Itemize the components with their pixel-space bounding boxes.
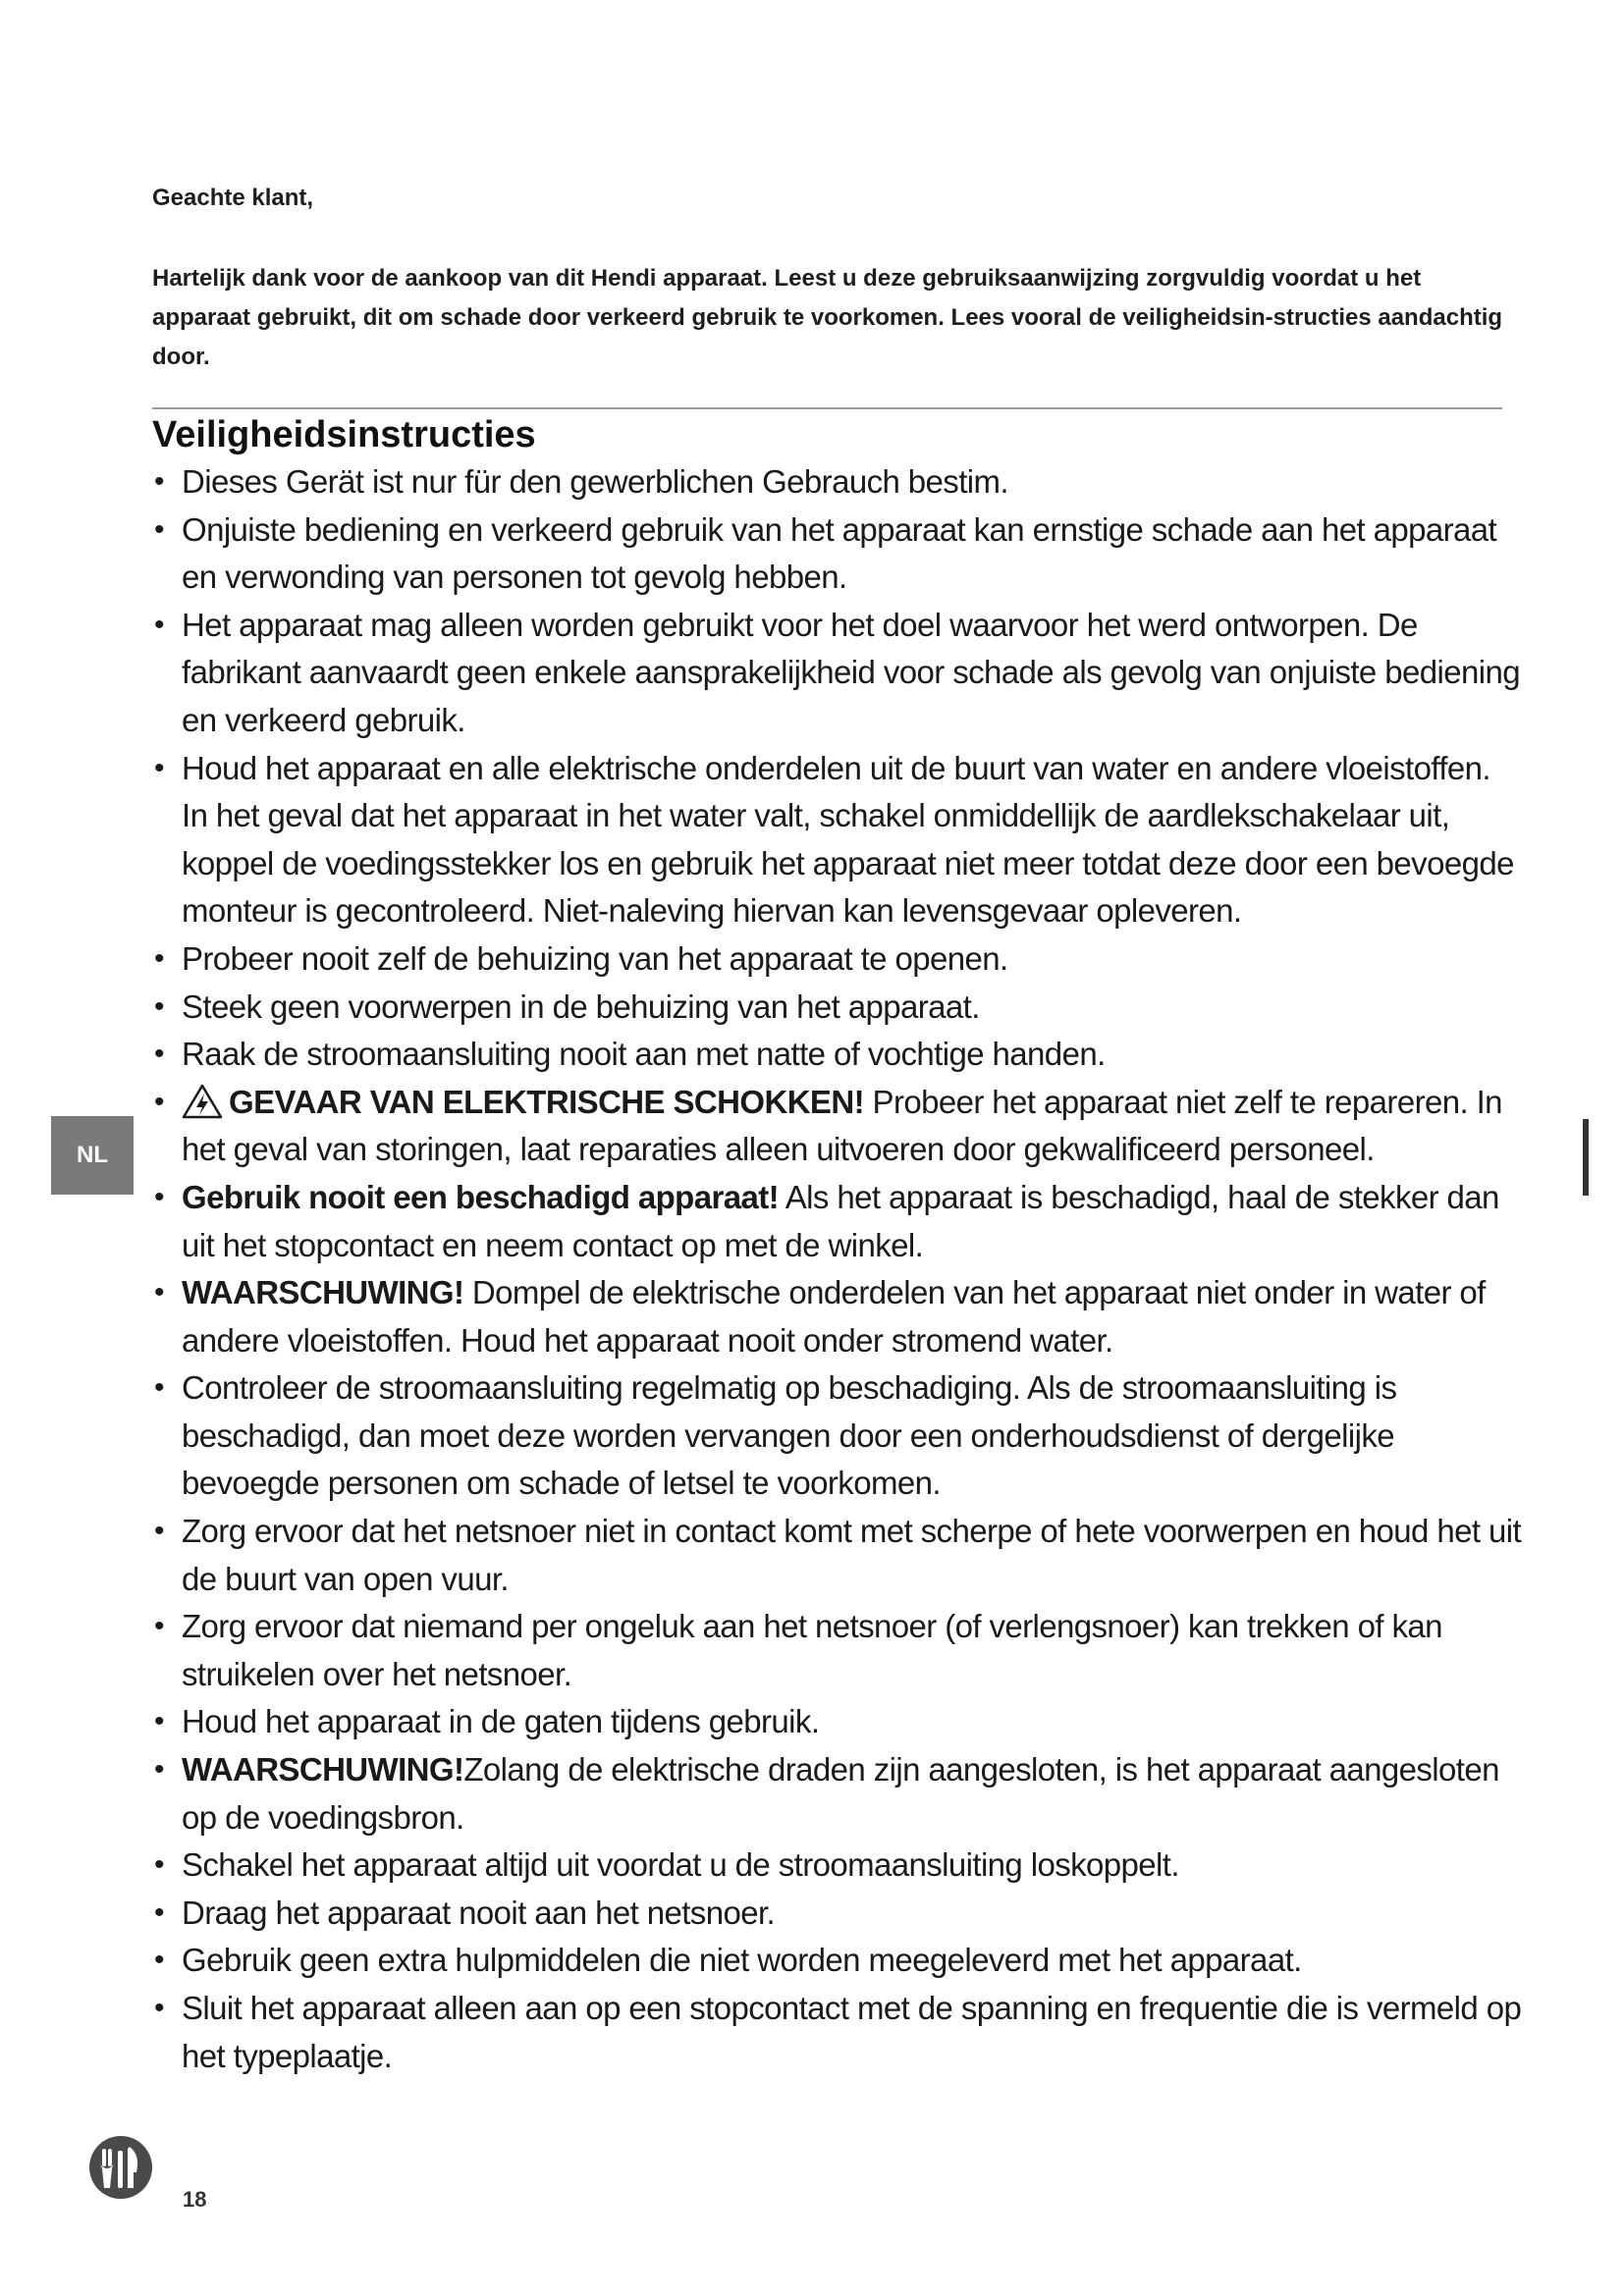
list-item-electric-warning [152, 1079, 1522, 1174]
list-item [152, 1174, 1522, 1269]
item-text: Dompel de elektrische onderdelen van het apparaat niet onder in water of andere vloeistoffen. Houd het apparaat nooit onder stromend water. [182, 1274, 1486, 1359]
list-item [152, 602, 1522, 745]
item-text: Als het apparaat is beschadigd, haal de stekker dan uit het stopcontact en neem contact op met de winkel. [182, 1178, 1499, 1263]
item-text: Controleer de stroomaansluiting regelmatig op beschadiging. Als de stroomaansluiting is beschadigd, dan moet deze worden vervangen door een onderhoudsdienst of dergelijke bevoegde personen om schade of letsel te voorkomen. [182, 1369, 1397, 1502]
greeting: Geachte klant, [152, 185, 314, 211]
bullet: • [154, 941, 164, 975]
list-item [152, 1842, 1522, 1890]
item-text: Zorg ervoor dat niemand per ongeluk aan het netsnoer (of verlengsnoer) kan trekken of kan struikelen over het netsnoer. [182, 1608, 1442, 1692]
bullet: • [154, 989, 164, 1023]
bullet: • [154, 512, 164, 546]
list-item [152, 1937, 1522, 1985]
item-text: Zolang de elektrische draden zijn aangesloten, is het apparaat aangesloten op de voedingsbron. [182, 1751, 1499, 1836]
list-item [152, 1364, 1522, 1508]
bullet: • [154, 751, 164, 784]
bullet: • [154, 1992, 164, 2024]
bullet: • [154, 608, 164, 641]
item-text: Steek geen voorwerpen in de behuizing van het apparaat. [182, 988, 980, 1025]
list-item [152, 984, 1522, 1032]
list-item [152, 1985, 1522, 2080]
section-divider [152, 407, 1502, 409]
item-text: Dieses Gerät ist nur für den gewerblichen Gebrauch bestim. [182, 463, 1008, 500]
bullet: • [154, 465, 164, 498]
item-text: Probeer nooit zelf de behuizing van het apparaat te openen. [182, 939, 1008, 977]
item-bold-label: Gebruik nooit een beschadigd apparaat! [182, 1178, 779, 1215]
bullet: • [154, 1944, 164, 1977]
list-item [152, 1890, 1522, 1938]
item-text: Schakel het apparaat altijd uit voordat u de stroomaansluiting loskoppelt. [182, 1846, 1179, 1884]
item-text: Raak de stroomaansluiting nooit aan met natte of vochtige handen. [182, 1036, 1106, 1073]
item-text: Het apparaat mag alleen worden gebruikt voor het doel waarvoor het werd ontworpen. De fabrikant aanvaardt geen enkele aansprakelijkheid voor schade als gevolg van onjuiste bediening en verkeerd gebruik. [182, 606, 1520, 738]
side-margin-mark [1583, 1119, 1589, 1196]
list-item [152, 1508, 1522, 1603]
bullet: • [154, 1515, 164, 1548]
list-item [152, 458, 1522, 507]
bullet: • [154, 1848, 164, 1882]
item-text: Sluit het apparaat alleen aan op een stopcontact met de spanning en frequentie die is vermeld op het typeplaatje. [182, 1990, 1522, 2074]
item-text: Onjuiste bediening en verkeerd gebruik van het apparaat kan ernstige schade aan het apparaat en verwonding van personen tot gevolg hebben. [182, 510, 1497, 596]
item-text: Houd het apparaat en alle elektrische onderdelen uit de buurt van water en andere vloeistoffen. In het geval dat het apparaat in het water valt, schakel onmiddellijk de aardlekschakelaar uit, koppel de voedingsstekker los en gebruik het apparaat niet meer totdat deze door een bevoegde monteur is gecontroleerd. Niet-naleving hiervan kan levensgevaar opleveren. [182, 749, 1514, 930]
item-text: Probeer het apparaat niet zelf te repareren. In het geval van storingen, laat reparaties alleen uitvoeren door gekwalificeerd personeel. [182, 1083, 1502, 1168]
electric-warning-icon [182, 1084, 223, 1119]
safety-instructions-list [152, 458, 1522, 2080]
bullet: • [154, 1610, 164, 1643]
bullet: • [154, 1276, 164, 1309]
item-text: Zorg ervoor dat het netsnoer niet in contact komt met scherpe of hete voorwerpen en houd het uit de buurt van open vuur. [182, 1513, 1522, 1597]
language-tab: NL [51, 1116, 134, 1195]
list-item [152, 507, 1522, 602]
item-text: Draag het apparaat nooit aan het netsnoer. [182, 1894, 776, 1931]
bullet: • [154, 1085, 164, 1118]
list-item [152, 935, 1522, 984]
list-item [152, 745, 1522, 935]
cutlery-logo-icon [88, 2135, 153, 2200]
item-text: Houd het apparaat in de gaten tijdens gebruik. [182, 1703, 820, 1740]
list-item [152, 1746, 1522, 1842]
intro-paragraph: Hartelijk dank voor de aankoop van dit Hendi apparaat. Leest u deze gebruiksaanwijzing zorgvuldig voordat u het apparaat gebruikt, dit om schade door verkeerd gebruik te voorkomen. Lees vooral de veiligheidsin-structies aandachtig door. [152, 265, 1503, 370]
bullet: • [154, 1371, 164, 1405]
section-title: Veiligheidsinstructies [152, 414, 536, 455]
list-item [152, 1698, 1522, 1746]
item-bold-label: WAARSCHUWING! [182, 1274, 464, 1311]
bullet: • [154, 1896, 164, 1929]
page-number: 18 [183, 2187, 207, 2212]
bullet: • [154, 1038, 164, 1071]
bullet: • [154, 1753, 164, 1787]
list-item [152, 1031, 1522, 1079]
item-bold-label: GEVAAR VAN ELEKTRISCHE SCHOKKEN! [229, 1083, 864, 1120]
item-text: Gebruik geen extra hulpmiddelen die niet worden meegeleverd met het apparaat. [182, 1942, 1302, 1979]
bullet: • [154, 1180, 164, 1213]
item-bold-label: WAARSCHUWING! [182, 1751, 464, 1789]
list-item [152, 1603, 1522, 1698]
list-item [152, 1269, 1522, 1364]
bullet: • [154, 1705, 164, 1738]
